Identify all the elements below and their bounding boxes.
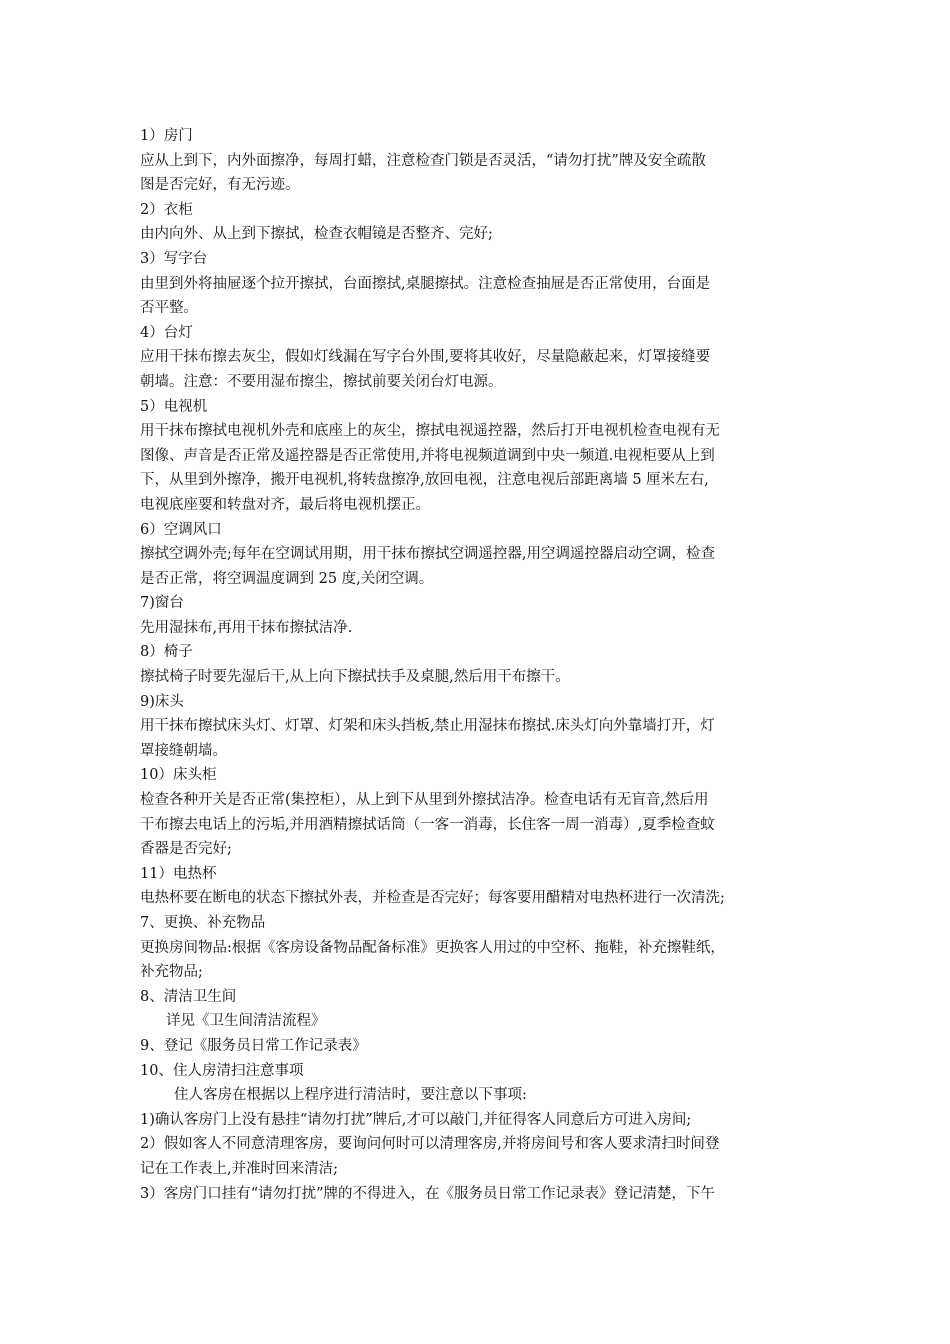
heading-chair: 8）椅子	[140, 644, 193, 661]
paragraph-line: 罩接缝朝墙。	[140, 742, 227, 759]
paragraph-line: 记在工作表上,并准时回来清洁;	[140, 1160, 338, 1177]
heading-aircon: 6）空调风口	[140, 521, 222, 538]
heading-nightstand: 10）床头柜	[140, 767, 217, 784]
paragraph-line: 1)确认客房门上没有悬挂“请勿打扰”牌后,才可以敲门,并征得客人同意后方可进入房间;	[140, 1111, 692, 1128]
paragraph-line: 由内向外、从上到下擦拭，检查衣帽镜是否整齐、完好;	[140, 226, 493, 243]
paragraph-line: 更换房间物品:根据《客房设备物品配备标准》更换客人用过的中空杯、拖鞋，补充擦鞋纸，	[140, 939, 725, 956]
paragraph-line: 香器是否完好;	[140, 841, 232, 858]
section-heading-clean-bathroom: 8、清洁卫生间	[140, 988, 237, 1005]
section-heading-replace-items: 7、更换、补充物品	[140, 915, 266, 931]
paragraph-line: 3）客房门口挂有“请勿打扰”牌的不得进入，在《服务员日常工作记录表》登记清楚，下午	[140, 1185, 716, 1202]
heading-wardrobe: 2）衣柜	[140, 201, 193, 218]
section-heading-register: 9、登记《服务员日常工作记录表》	[140, 1037, 367, 1054]
paragraph-line: 住人客房在根据以上程序进行清洁时，要注意以下事项:	[174, 1087, 527, 1104]
paragraph-line: 检查各种开关是否正常(集控柜），从上到下从里到外擦拭洁净。检查电话有无盲音,然后用	[140, 792, 709, 809]
paragraph-line: 擦拭空调外壳;每年在空调试用期，用干抹布擦拭空调遥控器,用空调遥控器启动空调，检查	[140, 546, 715, 563]
paragraph-line: 电热杯要在断电的状态下擦拭外表，并检查是否完好；每客要用醋精对电热杯进行一次清洗;	[140, 890, 725, 907]
paragraph-line: 干布擦去电话上的污垢,并用酒精擦拭话筒（一客一消毒，长住客一周一消毒）,夏季检查蚊	[140, 816, 715, 833]
heading-tv: 5）电视机	[140, 398, 208, 415]
paragraph-line: 电视底座要和转盘对齐，最后将电视机摆正。	[140, 496, 430, 513]
document-body	[140, 124, 826, 1206]
paragraph-line: 2）假如客人不同意清理客房，要询问何时可以清理客房,并将房间号和客人要求清扫时间登	[140, 1136, 720, 1153]
paragraph-line: 用干抹布擦拭电视机外壳和底座上的灰尘，擦拭电视遥控器，然后打开电视机检查电视有无	[140, 423, 720, 440]
paragraph-line: 详见《卫生间清洁流程》	[166, 1013, 326, 1030]
section-heading-occupied-room-notes: 10、住人房清扫注意事项	[140, 1062, 304, 1079]
paragraph-line: 擦拭椅子时要先湿后干,从上向下擦拭扶手及桌腿,然后用干布擦干。	[140, 669, 570, 686]
paragraph-line: 先用湿抹布,再用干抹布擦拭洁净.	[140, 619, 353, 636]
heading-lamp: 4）台灯	[140, 324, 193, 341]
heading-door: 1）房门	[140, 128, 193, 144]
heading-headboard: 9)床头	[140, 693, 184, 710]
paragraph-line: 否平整。	[140, 300, 198, 317]
paragraph-line: 由里到外将抽屉逐个拉开擦拭，台面擦拭,桌腿擦拭。注意检查抽屉是否正常使用，台面是	[140, 275, 711, 292]
paragraph-line: 图是否完好，有无污迹。	[140, 177, 300, 194]
paragraph-line: 是否正常，将空调温度调到 25 度,关闭空调。	[140, 570, 434, 587]
heading-desk: 3）写字台	[140, 250, 208, 267]
paragraph-line: 补充物品;	[140, 964, 203, 981]
paragraph-line: 应从上到下，内外面擦净，每周打蜡，注意检查门锁是否灵活，“请勿打扰”牌及安全疏散	[140, 152, 706, 169]
heading-windowsill: 7)窗台	[140, 595, 184, 612]
paragraph-line: 用干抹布擦拭床头灯、灯罩、灯架和床头挡板,禁止用湿抹布擦拭.床头灯向外靠墙打开，灯	[140, 718, 715, 735]
heading-kettle: 11）电热杯	[140, 865, 217, 882]
paragraph-line: 图像、声音是否正常及遥控器是否正常使用,并将电视频道调到中央一频道.电视柜要从上到	[140, 447, 715, 464]
paragraph-line: 朝墙。注意：不要用湿布擦尘，擦拭前要关闭台灯电源。	[140, 373, 503, 390]
paragraph-line: 下，从里到外擦净，搬开电视机,将转盘擦净,放回电视，注意电视后部距离墙 5 厘米左右,	[140, 472, 709, 489]
paragraph-line: 应用干抹布擦去灰尘，假如灯线漏在写字台外围,要将其收好，尽量隐蔽起来，灯罩接缝要	[140, 349, 711, 366]
